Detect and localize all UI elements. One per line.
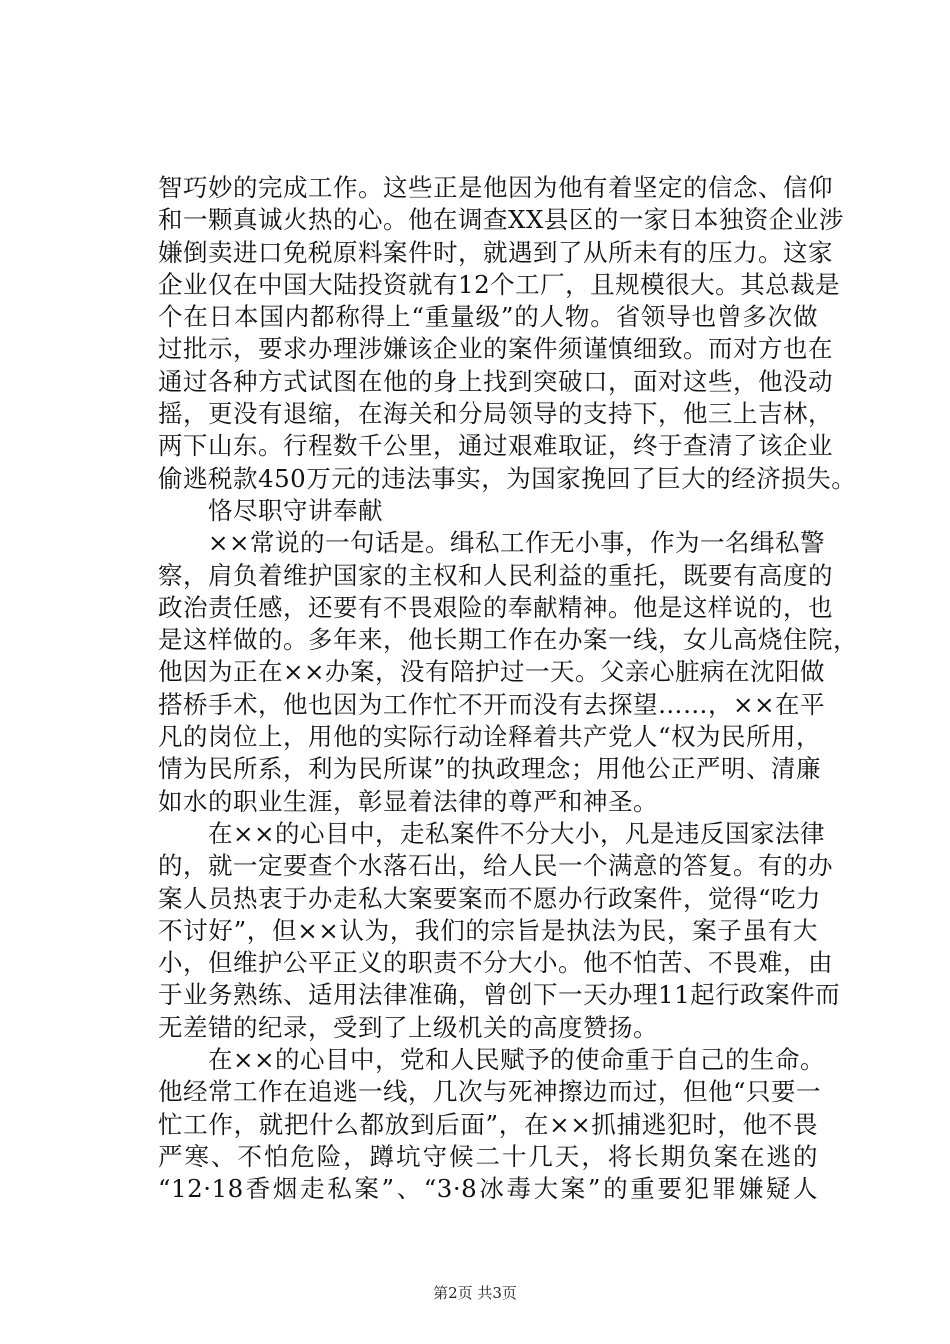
text-line: 案人员热衷于办走私大案要案而不愿办行政案件，觉得“吃力 [158, 883, 822, 913]
text-line: 如水的职业生涯，彰显着法律的尊严和神圣。 [158, 786, 658, 816]
text-line: 于业务熟练、适用法律准确，曾创下一天办理11起行政案件而 [158, 980, 841, 1010]
text-line: 个在日本国内都称得上“重量级”的人物。省领导也曾多次做 [158, 302, 818, 332]
text-line: 通过各种方式试图在他的身上找到突破口，面对这些，他没动 [158, 366, 833, 396]
text-line: 嫌倒卖进口免税原料案件时，就遇到了从所未有的压力。这家 [158, 237, 833, 267]
page-footer: 第2页 共3页 [433, 1284, 517, 1302]
text-line: 过批示，要求办理涉嫌该企业的案件须谨慎细致。而对方也在 [158, 334, 833, 364]
text-line: 情为民所系，利为民所谋”的执政理念；用他公正严明、清廉 [158, 754, 822, 784]
document-body [158, 172, 858, 1206]
text-line: 的，就一定要查个水落石出，给人民一个满意的答复。有的办 [158, 851, 833, 881]
text-line: 政治责任感，还要有不畏艰险的奉献精神。他是这样说的，也 [158, 592, 833, 622]
text-line: 在××的心目中，党和人民赋予的使命重于自己的生命。 [158, 1045, 826, 1075]
section-heading: 恪尽职守讲奉献 [158, 495, 383, 525]
text-line: 无差错的纪录，受到了上级机关的高度赞扬。 [158, 1012, 658, 1042]
text-line: 搭桥手术，他也因为工作忙不开而没有去探望……，××在平 [158, 689, 826, 719]
text-line: 他经常工作在追逃一线，几次与死神擦边而过，但他“只要一 [158, 1077, 822, 1107]
text-line: “12·18香烟走私案”、“3·8冰毒大案”的重要犯罪嫌疑人 [158, 1174, 818, 1204]
text-line: 偷逃税款450万元的违法事实，为国家挽回了巨大的经济损失。 [158, 463, 857, 493]
text-line: 严寒、不怕危险，蹲坑守候二十几天，将长期负案在逃的 [158, 1141, 818, 1171]
text-line: 是这样做的。多年来，他长期工作在办案一线，女儿高烧住院， [158, 625, 858, 655]
text-line: 智巧妙的完成工作。这些正是他因为他有着坚定的信念、信仰 [158, 173, 833, 202]
text-line: 他因为正在××办案，没有陪护过一天。父亲心脏病在沈阳做 [158, 657, 826, 687]
text-line: 和一颗真诚火热的心。他在调查XX县区的一家日本独资企业涉 [158, 205, 844, 235]
text-line: 凡的岗位上，用他的实际行动诠释着共产党人“权为民所用， [158, 722, 822, 752]
text-line: ××常说的一句话是。缉私工作无小事，作为一名缉私警 [158, 528, 826, 558]
text-line: 两下山东。行程数千公里，通过艰难取证，终于查清了该企业 [158, 431, 833, 461]
text-line: 企业仅在中国大陆投资就有12个工厂，且规模很大。其总裁是 [158, 269, 841, 299]
text-line: 小，但维护公平正义的职责不分大小。他不怕苦、不畏难，由 [158, 948, 833, 978]
text-line: 不讨好”，但××认为，我们的宗旨是执法为民，案子虽有大 [158, 915, 818, 945]
text-line: 摇，更没有退缩，在海关和分局领导的支持下，他三上吉林， [158, 399, 833, 429]
text-line: 察，肩负着维护国家的主权和人民利益的重托，既要有高度的 [158, 560, 833, 590]
text-line: 在××的心目中，走私案件不分大小，凡是违反国家法律 [158, 818, 826, 848]
text-line: 忙工作，就把什么都放到后面”，在××抓捕逃犯时，他不畏 [158, 1109, 818, 1139]
